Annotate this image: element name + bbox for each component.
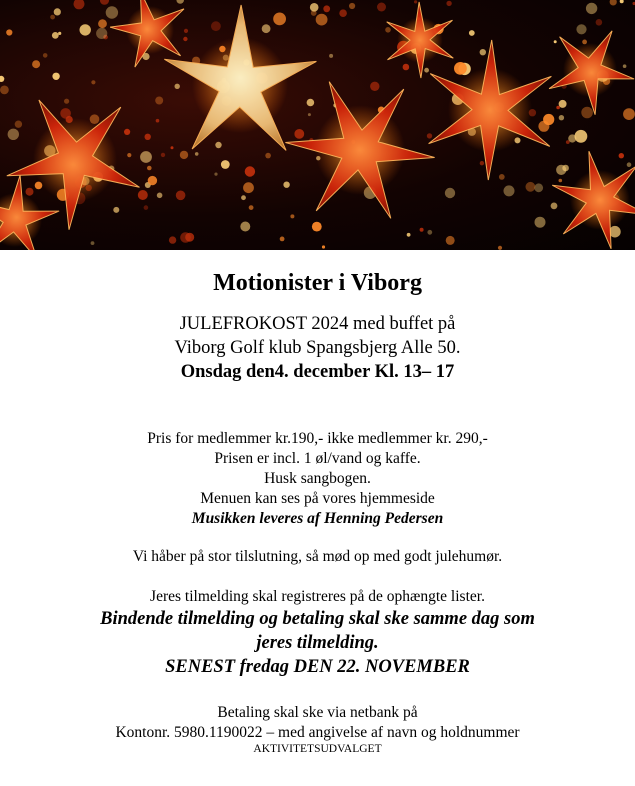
bokeh-light: [575, 130, 588, 143]
registration-section: [0, 587, 635, 679]
bokeh-light: [543, 114, 554, 125]
bokeh-light: [499, 174, 505, 180]
bokeh-light: [316, 14, 328, 26]
bokeh-light: [586, 3, 597, 14]
bokeh-light: [148, 176, 157, 185]
bokeh-light: [559, 179, 563, 183]
bokeh-light: [249, 205, 254, 210]
bokeh-light: [329, 54, 333, 58]
songbook-line: Husk sangbogen.: [264, 470, 371, 487]
bokeh-light: [157, 193, 163, 199]
binding-line-1: Bindende tilmelding og betaling skal ske samme dag som: [100, 609, 535, 629]
event-date: Onsdag den4. december Kl. 13– 17: [180, 362, 455, 382]
bokeh-light: [480, 161, 484, 165]
bokeh-light: [96, 28, 107, 39]
binding-line-2: jeres tilmelding.: [256, 633, 379, 653]
bokeh-light: [184, 29, 188, 33]
bokeh-light: [54, 8, 61, 15]
bokeh-light: [43, 53, 48, 58]
bokeh-light: [535, 217, 546, 228]
bokeh-light: [58, 32, 61, 35]
bokeh-light: [290, 214, 294, 218]
bokeh-light: [349, 3, 355, 9]
menu-line: Menuen kan ses på vores hjemmeside: [200, 490, 435, 507]
bokeh-light: [414, 0, 417, 3]
event-location: Viborg Golf klub Spangsbjerg Alle 50.: [174, 338, 461, 358]
bokeh-light: [169, 236, 176, 243]
bokeh-light: [180, 232, 191, 243]
bokeh-light: [568, 134, 576, 142]
bokeh-light: [445, 188, 455, 198]
bokeh-light: [221, 160, 230, 169]
price-line: Pris for medlemmer kr.190,- ikke medlemmer kr. 290,-: [147, 430, 488, 447]
bokeh-light: [175, 84, 180, 89]
bokeh-light: [280, 237, 285, 242]
bokeh-light: [420, 228, 424, 232]
bokeh-light: [407, 233, 411, 237]
bokeh-light: [469, 30, 475, 36]
header-banner-image: [0, 0, 635, 250]
bokeh-light: [215, 142, 221, 148]
bokeh-light: [0, 76, 4, 82]
signature: AKTIVITETSUDVALGET: [253, 743, 382, 755]
bokeh-light: [377, 3, 386, 12]
bokeh-light: [195, 152, 199, 156]
bokeh-light: [424, 68, 429, 73]
bokeh-light: [140, 151, 152, 163]
bokeh-light: [100, 0, 109, 5]
bokeh-light: [245, 166, 255, 176]
bokeh-light: [240, 222, 250, 232]
bokeh-light: [6, 29, 12, 35]
bokeh-light: [52, 73, 59, 80]
bokeh-light: [556, 106, 560, 110]
payment-line-1: Betaling skal ske via netbank på: [217, 704, 418, 721]
bokeh-light: [498, 246, 502, 250]
bokeh-light: [176, 0, 184, 4]
registration-note: Jeres tilmelding skal registreres på de ophængte lister.: [150, 588, 485, 605]
bokeh-light: [310, 3, 319, 12]
bokeh-light: [127, 153, 131, 157]
bokeh-light: [610, 0, 617, 5]
bokeh-light: [211, 21, 221, 31]
bokeh-light: [80, 24, 91, 35]
bokeh-light: [385, 27, 391, 33]
bokeh-light: [308, 113, 311, 116]
invitation-text: [0, 267, 635, 756]
bokeh-light: [283, 182, 289, 188]
bokeh-light: [26, 188, 34, 196]
payment-line-2: Kontonr. 5980.1190022 – med angivelse af navn og holdnummer: [115, 724, 520, 741]
bokeh-light: [322, 245, 325, 248]
bokeh-light: [534, 183, 543, 192]
bokeh-light: [50, 15, 55, 20]
bokeh-light: [446, 236, 455, 245]
bokeh-light: [144, 205, 149, 210]
bokeh-light: [176, 191, 186, 201]
bokeh-light: [91, 241, 95, 245]
page-title: Motionister i Viborg: [213, 270, 422, 296]
bokeh-light: [454, 62, 467, 75]
hope-line: Vi håber på stor tilslutning, så mød op med godt julehumør.: [132, 548, 503, 565]
bokeh-light: [559, 100, 567, 108]
christmas-star-lanterns-image: [0, 0, 635, 250]
bokeh-light: [307, 99, 315, 107]
bokeh-light: [155, 97, 163, 105]
bokeh-light: [427, 133, 432, 138]
bokeh-light: [265, 153, 271, 159]
bokeh-light: [180, 151, 188, 159]
bokeh-light: [106, 6, 118, 18]
bokeh-light: [554, 40, 557, 43]
bokeh-light: [138, 190, 148, 200]
event-name: JULEFROKOST 2024 med buffet på: [179, 314, 456, 334]
music-line: Musikken leveres af Henning Pedersen: [191, 510, 444, 527]
bokeh-light: [480, 49, 486, 55]
bokeh-light: [147, 166, 152, 171]
bokeh-light: [427, 230, 432, 235]
bokeh-light: [559, 115, 564, 120]
bokeh-light: [113, 207, 119, 213]
bokeh-light: [91, 80, 95, 84]
bokeh-light: [370, 82, 379, 91]
bokeh-light: [556, 165, 566, 175]
bokeh-light: [623, 108, 635, 120]
bokeh-light: [403, 64, 410, 71]
bokeh-light: [52, 32, 59, 39]
bokeh-light: [627, 162, 632, 167]
bokeh-light: [339, 9, 347, 17]
bokeh-light: [551, 203, 558, 210]
bokeh-light: [183, 37, 187, 41]
bokeh-light: [64, 99, 69, 104]
bokeh-light: [243, 182, 254, 193]
bokeh-light: [98, 19, 107, 28]
bokeh-light: [171, 146, 174, 149]
bokeh-light: [619, 153, 624, 158]
bokeh-light: [8, 129, 19, 140]
bokeh-light: [323, 5, 330, 12]
event-details: [0, 429, 635, 529]
bokeh-light: [124, 129, 130, 135]
bokeh-light: [156, 119, 160, 123]
bokeh-light: [576, 24, 586, 34]
bokeh-light: [161, 153, 165, 157]
bokeh-light: [60, 108, 71, 119]
bokeh-light: [294, 129, 304, 139]
bokeh-light: [15, 121, 22, 128]
included-line: Prisen er incl. 1 øl/vand og kaffe.: [214, 450, 421, 467]
bokeh-light: [0, 86, 9, 95]
bokeh-light: [214, 173, 217, 176]
deadline-line: SENEST fredag DEN 22. NOVEMBER: [165, 657, 470, 677]
bokeh-light: [32, 60, 40, 68]
bokeh-light: [620, 0, 624, 3]
bokeh-light: [504, 185, 515, 196]
bokeh-light: [74, 0, 85, 9]
bokeh-light: [526, 182, 536, 192]
star-lantern: [387, 2, 454, 78]
bokeh-light: [262, 24, 271, 33]
bokeh-light: [145, 134, 151, 140]
bokeh-light: [596, 19, 603, 26]
bokeh-light: [623, 64, 627, 68]
bokeh-light: [312, 222, 322, 232]
bokeh-light: [273, 13, 286, 26]
payment-section: [0, 703, 635, 756]
bokeh-light: [581, 107, 593, 119]
event-intro: [0, 312, 635, 384]
bokeh-light: [241, 195, 246, 200]
bokeh-light: [446, 1, 451, 6]
